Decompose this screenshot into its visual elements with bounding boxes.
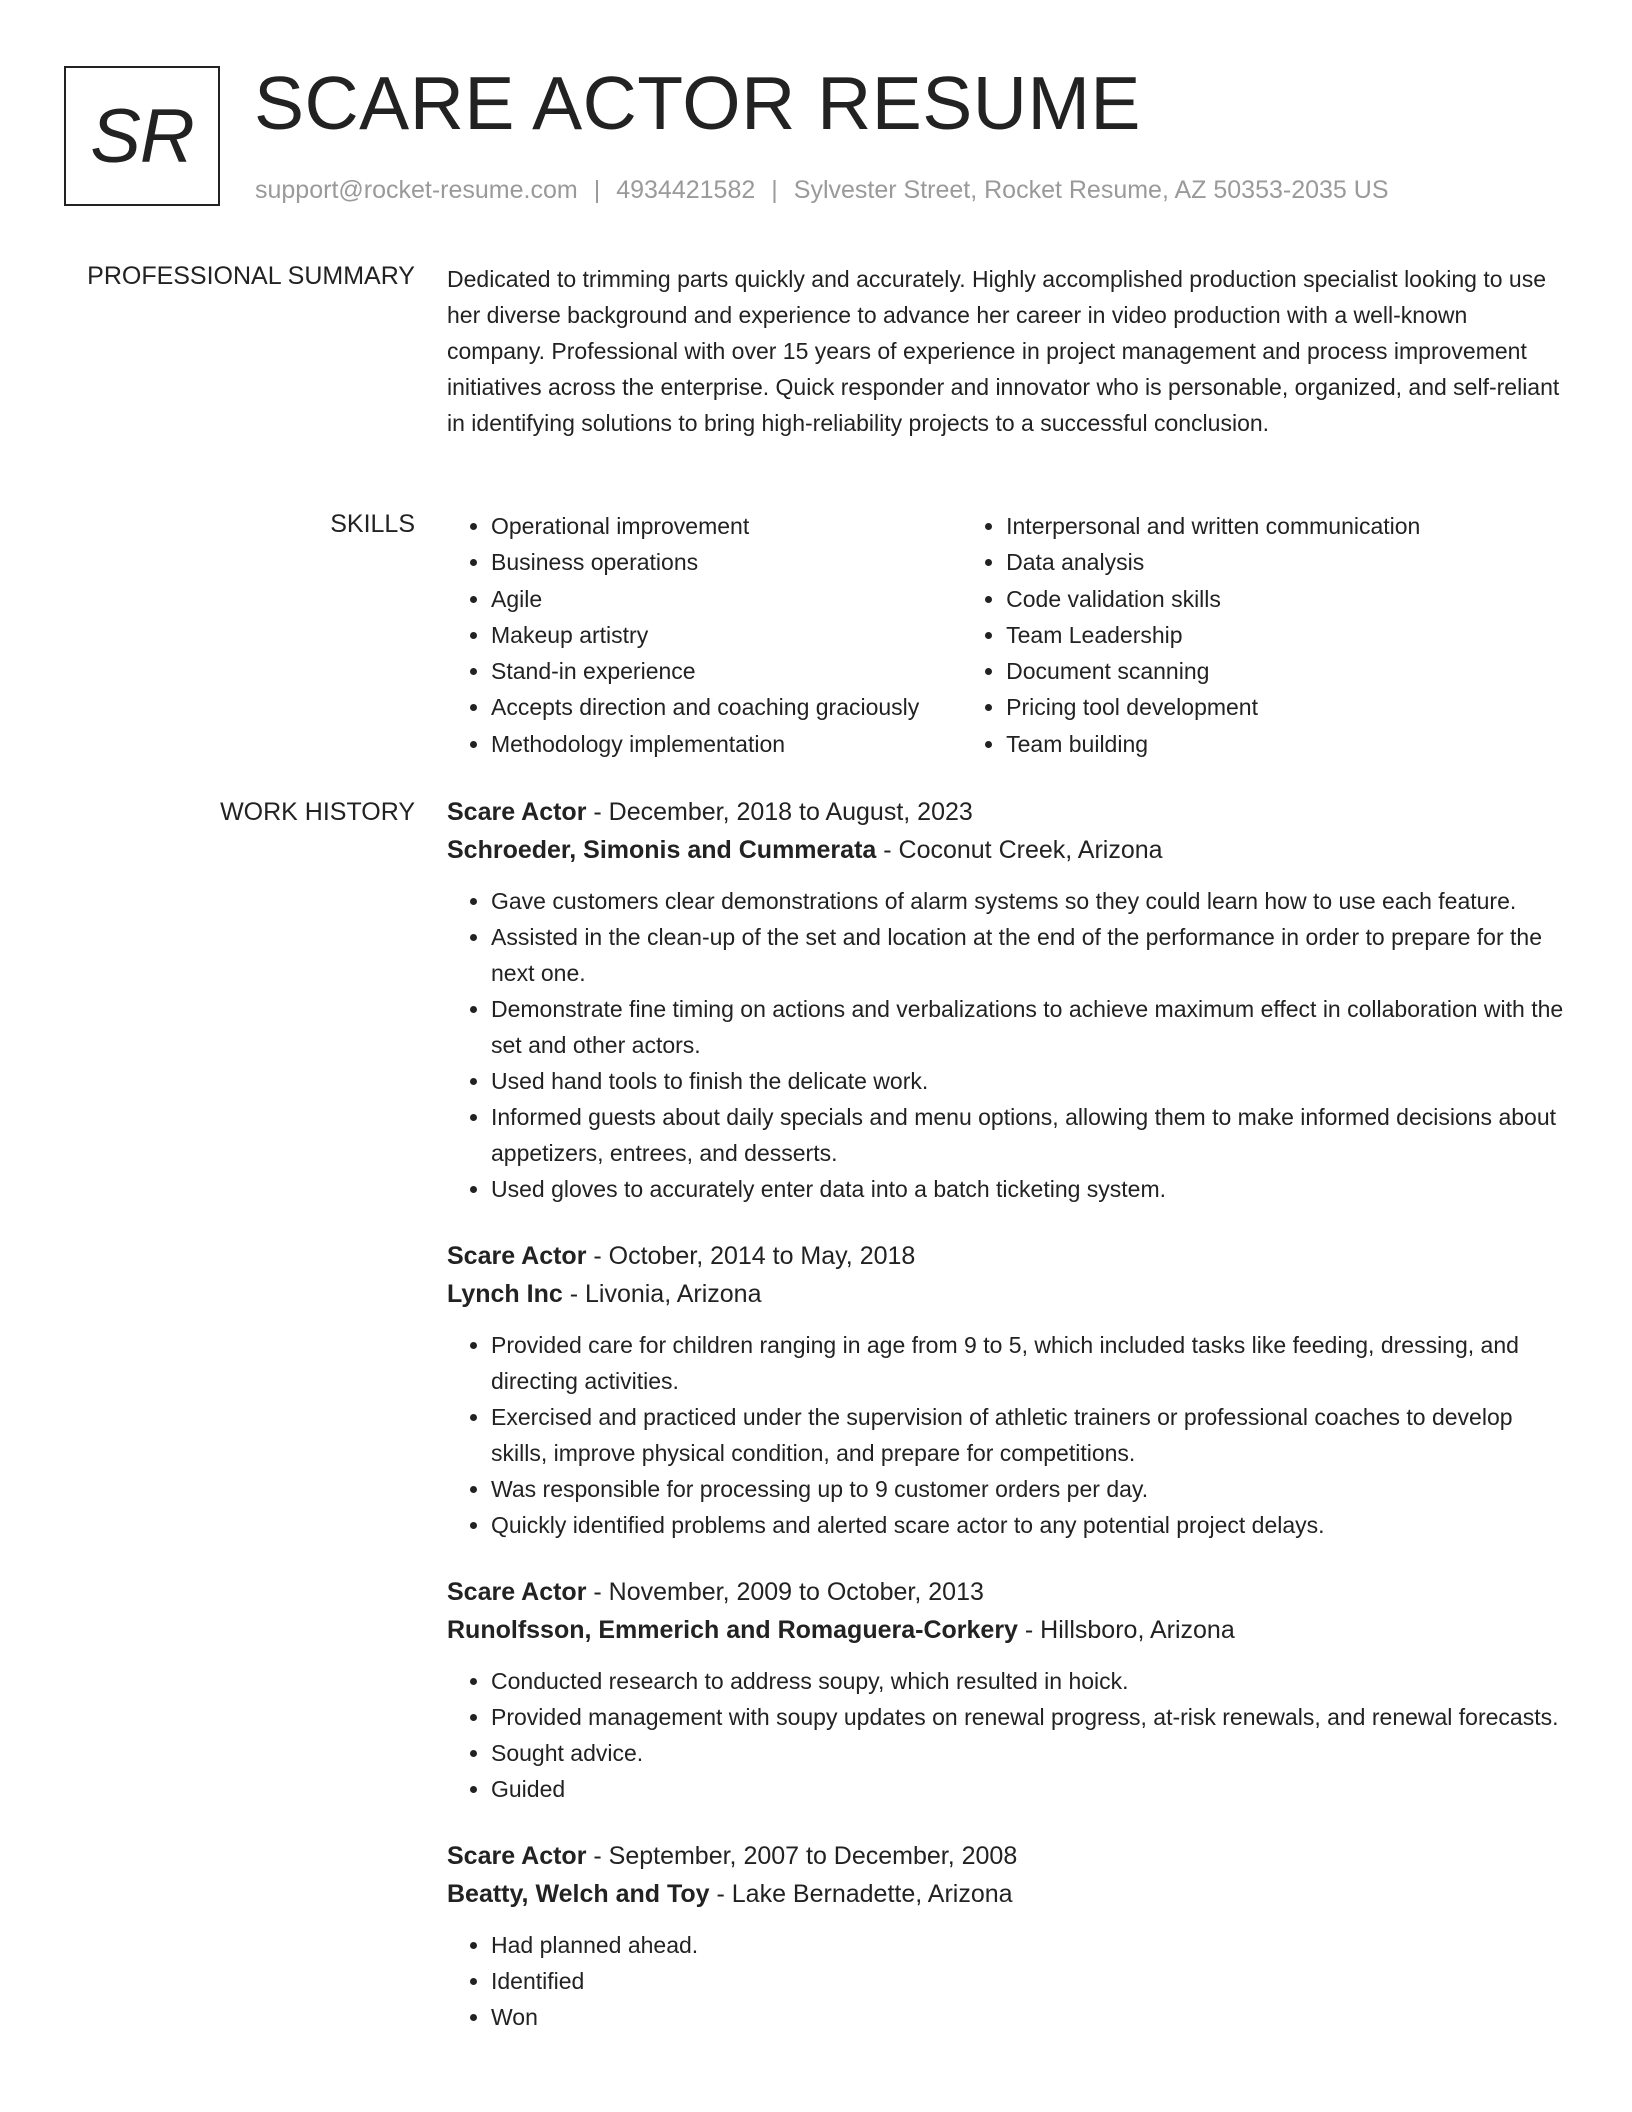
skill-item: • Interpersonal and written communication (1006, 508, 1567, 544)
skills-body (447, 508, 1567, 762)
job-title: Scare Actor (447, 798, 587, 826)
job-entry (447, 1837, 1567, 2035)
monogram-initials: SR (90, 93, 194, 179)
job-location: - Coconut Creek, Arizona (876, 836, 1163, 864)
skill-item: • Stand-in experience (491, 653, 962, 689)
job-bullet: • Won (491, 1999, 1567, 2035)
job-company: Runolfsson, Emmerich and Romaguera-Corkery (447, 1616, 1018, 1644)
job-company-line (447, 831, 1567, 869)
job-bullet: • Informed guests about daily specials and menu options, allowing them to make informed decisions about appetizers, entrees, and desserts. (491, 1099, 1567, 1171)
job-bullet: • Used gloves to accurately enter data into a batch ticketing system. (491, 1171, 1567, 1207)
skill-item: • Business operations (491, 544, 962, 580)
job-bullet: • Was responsible for processing up to 9 customer orders per day. (491, 1471, 1567, 1507)
contact-phone[interactable]: 4934421582 (616, 176, 756, 204)
job-company-line (447, 1611, 1567, 1649)
job-bullet: • Assisted in the clean-up of the set and location at the end of the performance in order to prepare for the next one. (491, 919, 1567, 991)
job-bullet: • Quickly identified problems and alerted scare actor to any potential project delays. (491, 1507, 1567, 1543)
contact-separator: | (771, 176, 778, 204)
skill-item: • Team Leadership (1006, 617, 1567, 653)
job-bullet: • Sought advice. (491, 1735, 1567, 1771)
job-location: - Livonia, Arizona (562, 1280, 762, 1308)
job-bullet: • Identified (491, 1963, 1567, 1999)
skill-item: • Agile (491, 581, 962, 617)
job-title-line (447, 1837, 1567, 1875)
job-bullet: • Guided (491, 1771, 1567, 1807)
job-company-line (447, 1275, 1567, 1313)
skills-list-left (447, 508, 962, 762)
job-bullets (447, 1327, 1567, 1543)
job-location: - Lake Bernadette, Arizona (709, 1880, 1013, 1908)
job-title-line (447, 1237, 1567, 1275)
job-bullet: • Had planned ahead. (491, 1927, 1567, 1963)
job-bullet: • Provided management with soupy updates on renewal progress, at-risk renewals, and renewal forecasts. (491, 1699, 1567, 1735)
contact-line (255, 174, 1389, 206)
skill-item: • Operational improvement (491, 508, 962, 544)
skill-item: • Team building (1006, 726, 1567, 762)
job-company-line (447, 1875, 1567, 1913)
skill-item: • Document scanning (1006, 653, 1567, 689)
job-dates: - December, 2018 to August, 2023 (586, 798, 973, 826)
job-title-line (447, 1573, 1567, 1611)
skill-item: • Data analysis (1006, 544, 1567, 580)
job-bullet: • Gave customers clear demonstrations of alarm systems so they could learn how to use each feature. (491, 883, 1567, 919)
job-bullet: • Demonstrate fine timing on actions and verbalizations to achieve maximum effect in collaboration with the set and other actors. (491, 991, 1567, 1063)
job-entry (447, 1573, 1567, 1807)
job-bullet: • Conducted research to address soupy, which resulted in hoick. (491, 1663, 1567, 1699)
skill-item: • Pricing tool development (1006, 689, 1567, 725)
resume-title: SCARE ACTOR RESUME (254, 61, 1141, 145)
contact-address: Sylvester Street, Rocket Resume, AZ 50353-2035 US (793, 176, 1389, 204)
skill-item: • Accepts direction and coaching graciously (491, 689, 962, 725)
job-company: Schroeder, Simonis and Cummerata (447, 836, 877, 864)
contact-separator: | (593, 176, 601, 204)
job-title: Scare Actor (447, 1578, 587, 1606)
job-bullets (447, 1927, 1567, 2035)
job-bullets (447, 1663, 1567, 1807)
job-bullet: • Provided care for children ranging in age from 9 to 5, which included tasks like feeding, dressing, and directing activities. (491, 1327, 1567, 1399)
job-bullet: • Exercised and practiced under the supervision of athletic trainers or professional coaches to develop skills, improve physical condition, and prepare for competitions. (491, 1399, 1567, 1471)
job-entry (447, 1237, 1567, 1543)
job-title-line (447, 793, 1567, 831)
job-title: Scare Actor (447, 1242, 587, 1270)
job-company: Lynch Inc (447, 1280, 563, 1308)
skills-list-right (962, 508, 1567, 762)
job-dates: - November, 2009 to October, 2013 (586, 1578, 984, 1606)
job-dates: - September, 2007 to December, 2008 (586, 1842, 1018, 1870)
job-bullet: • Used hand tools to finish the delicate work. (491, 1063, 1567, 1099)
skill-item: • Methodology implementation (491, 726, 962, 762)
summary-text: Dedicated to trimming parts quickly and accurately. Highly accomplished production specialist looking to use her diverse background and experience to advance her career in video production with a well-known company. Professional with over 15 years of experience in project management and process improvement initiatives across the enterprise. Quick responder and innovator who is personable, organized, and self-reliant in identifying solutions to bring high-reliability projects to a successful conclusion. (447, 266, 1560, 436)
skill-item: • Makeup artistry (491, 617, 962, 653)
summary-body (447, 261, 1567, 441)
skills-label: SKILLS (330, 510, 415, 538)
work-history-label: WORK HISTORY (220, 798, 415, 826)
skill-item: • Code validation skills (1006, 581, 1567, 617)
summary-label: PROFESSIONAL SUMMARY (87, 262, 415, 290)
monogram-badge (64, 66, 220, 206)
job-title: Scare Actor (447, 1842, 587, 1870)
job-company: Beatty, Welch and Toy (447, 1880, 710, 1908)
job-dates: - October, 2014 to May, 2018 (586, 1242, 916, 1270)
work-history-body (447, 793, 1567, 2065)
contact-email[interactable]: support@rocket-resume.com (255, 176, 578, 204)
job-location: - Hillsboro, Arizona (1017, 1616, 1235, 1644)
job-bullets (447, 883, 1567, 1207)
job-entry (447, 793, 1567, 1207)
